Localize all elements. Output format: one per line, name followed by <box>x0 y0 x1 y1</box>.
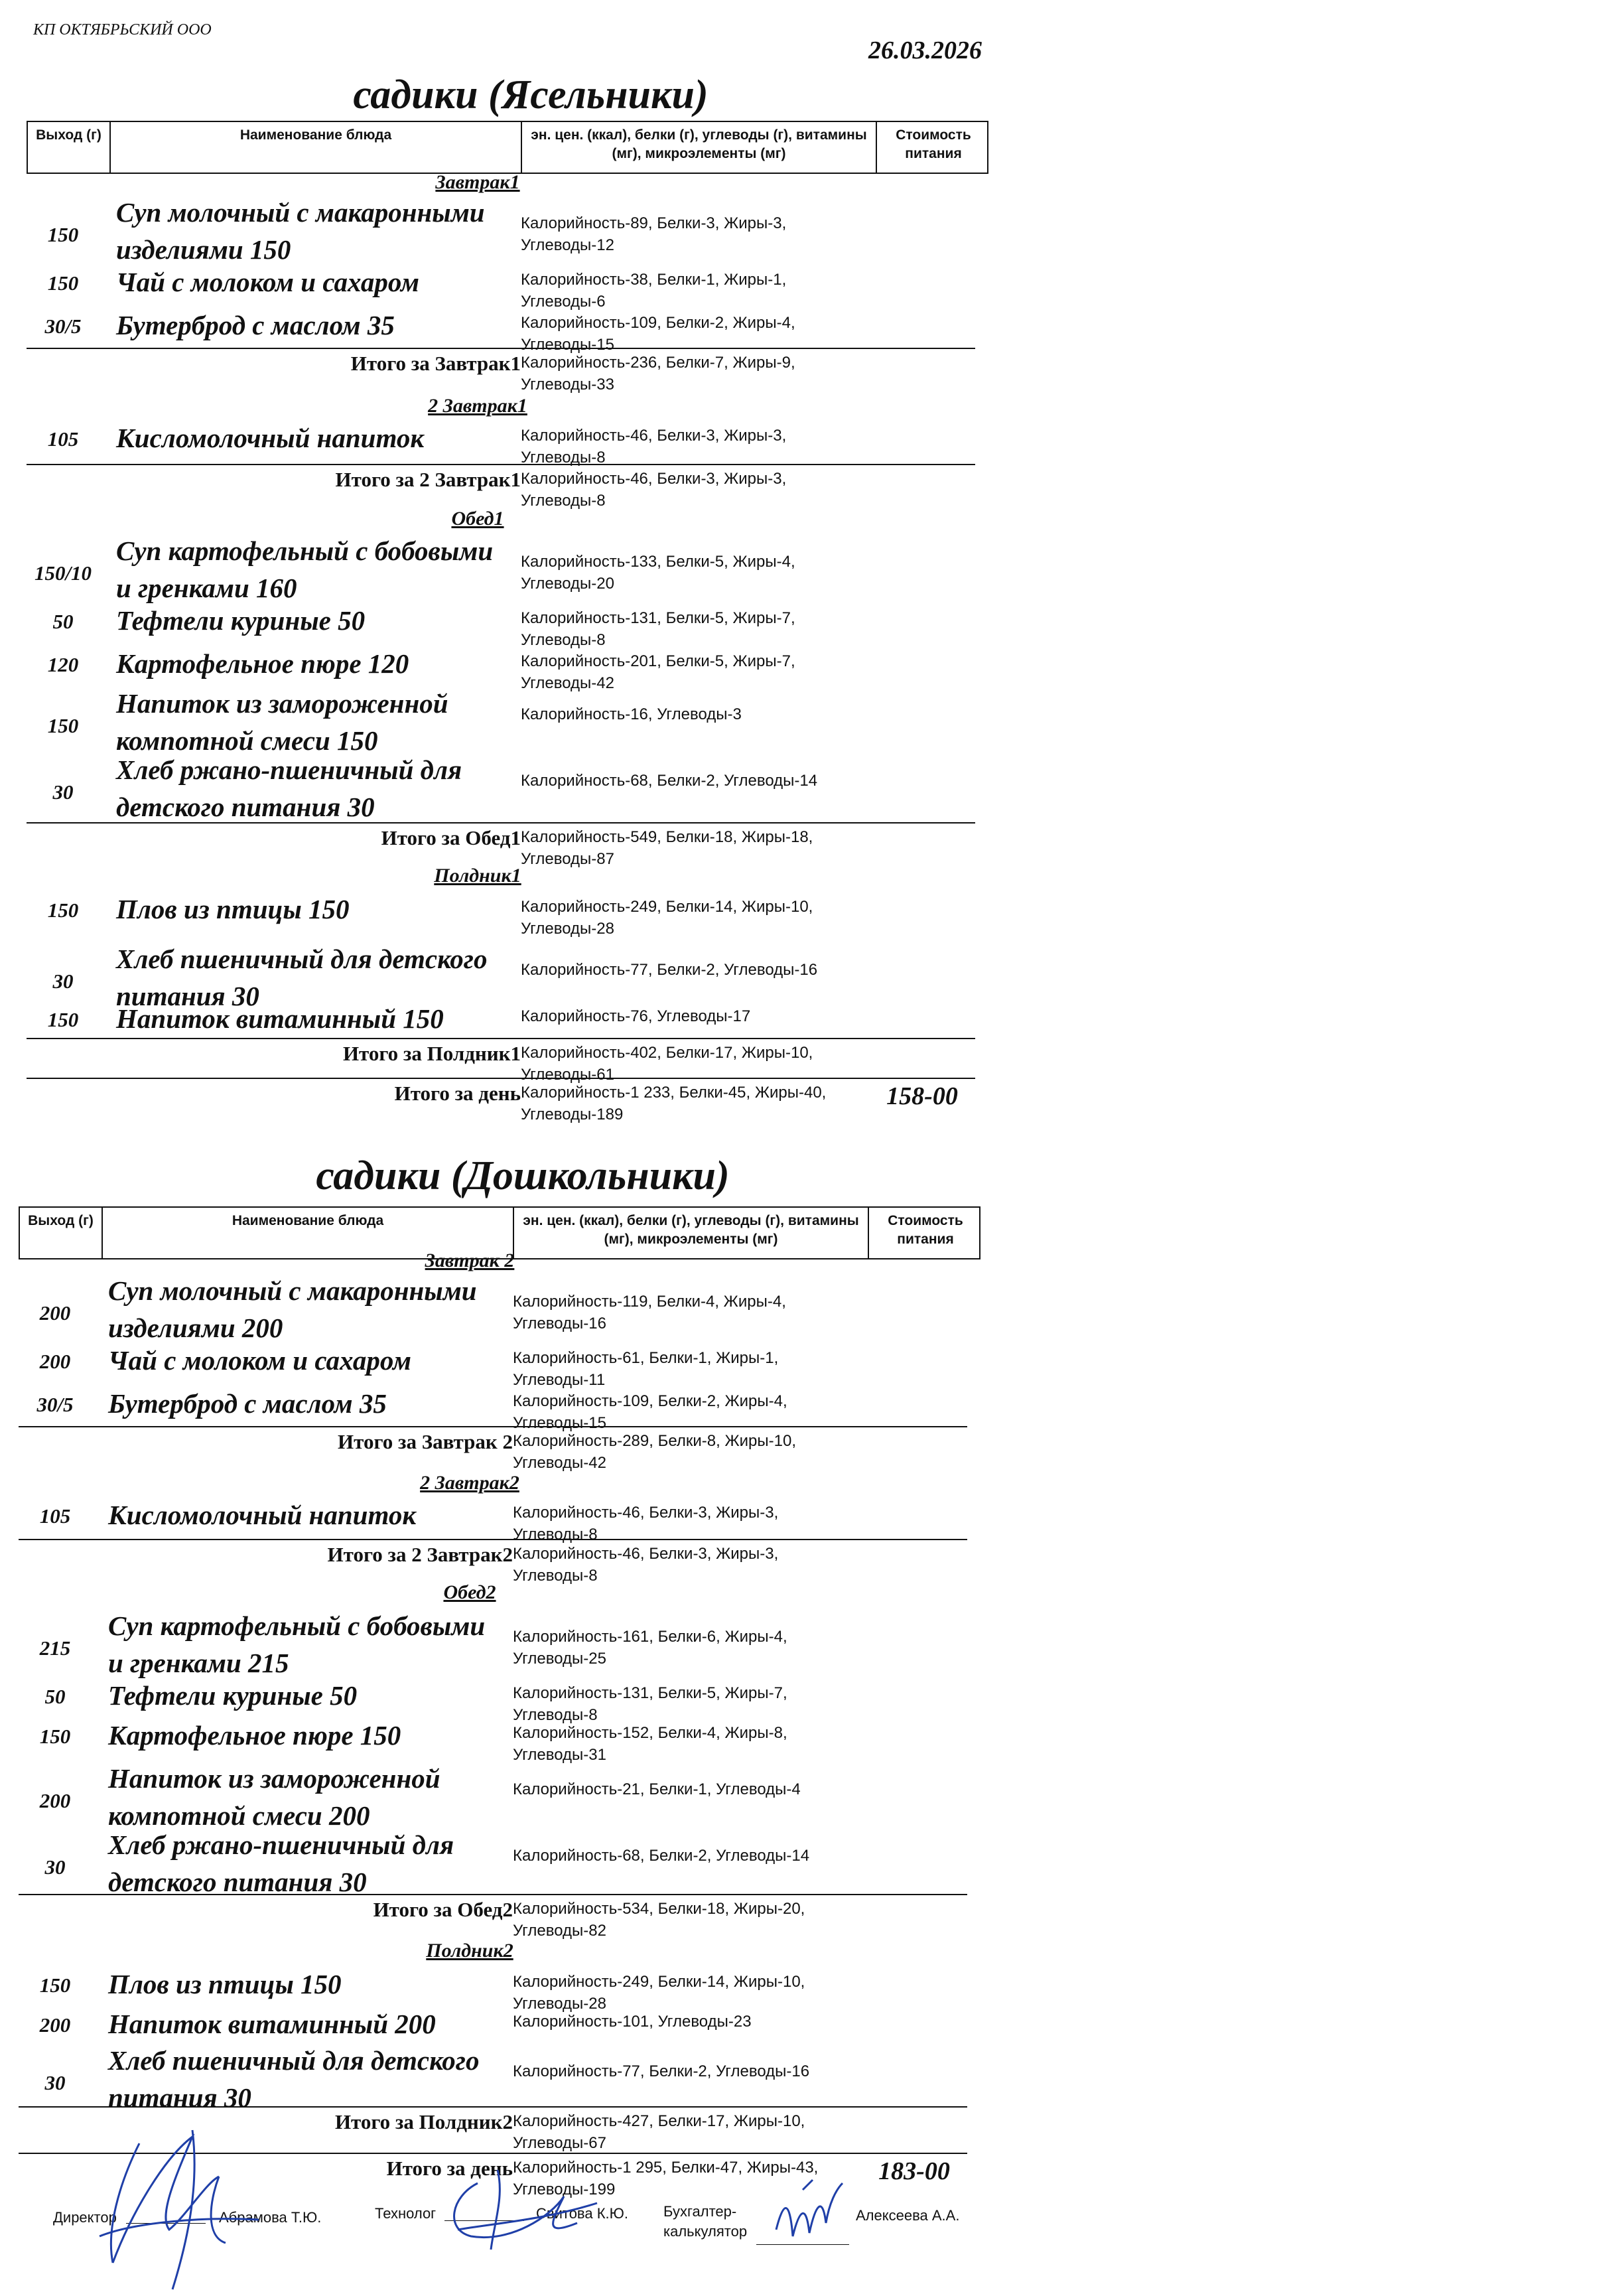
dish-qty: 200 <box>39 1301 71 1325</box>
group-total-nutrition: Калорийность-427, Белки-17, Жиры-10, Углеводы-67 <box>513 2112 805 2152</box>
dish-name: Бутерброд с маслом 35 <box>116 310 395 340</box>
dish-name: Напиток из замороженной компотной смеси 200 <box>108 1763 440 1831</box>
dish-nutrition: Калорийность-131, Белки-5, Жиры-7, Углеводы-8 <box>521 609 795 649</box>
director-label: Директор <box>53 2209 117 2226</box>
dish-qty: 30 <box>52 780 74 804</box>
dish-qty: 150 <box>47 271 79 295</box>
dish-name: Напиток витаминный 150 <box>116 1003 444 1034</box>
header-qty: Выход (г) <box>20 1208 103 1258</box>
dish-qty: 200 <box>39 1350 71 1373</box>
section-title: садики (Ясельники) <box>353 72 709 117</box>
dish-nutrition: Калорийность-119, Белки-4, Жиры-4, Углеводы-16 <box>513 1293 786 1332</box>
group-total-nutrition: Калорийность-549, Белки-18, Жиры-18, Углеводы-87 <box>521 828 813 868</box>
meal-group-title: Завтрак1 <box>435 171 520 193</box>
dish-qty: 30 <box>52 969 74 993</box>
dish-qty: 50 <box>44 1685 66 1708</box>
dish-qty: 50 <box>52 610 74 633</box>
day-cost: 158-00 <box>886 1082 958 1110</box>
dish-name: Картофельное пюре 150 <box>108 1720 401 1751</box>
dish-qty: 200 <box>39 2013 71 2037</box>
dish-nutrition: Калорийность-21, Белки-1, Углеводы-4 <box>513 1780 801 1798</box>
group-separator <box>19 1426 967 1427</box>
dish-qty: 120 <box>47 653 79 676</box>
meal-group-title: Обед2 <box>443 1581 496 1603</box>
dish-nutrition: Калорийность-61, Белки-1, Жиры-1, Углеводы-11 <box>513 1349 779 1389</box>
header-dish-name: Наименование блюда <box>103 1208 514 1258</box>
dish-nutrition: Калорийность-16, Углеводы-3 <box>521 705 742 723</box>
dish-name: Суп картофельный с бобовыми и гренками 160 <box>116 536 494 603</box>
dish-qty: 215 <box>39 1636 71 1660</box>
group-total-nutrition: Калорийность-46, Белки-3, Жиры-3, Углеводы-8 <box>521 470 787 510</box>
director-name: Абрамова Т.Ю. <box>219 2209 322 2226</box>
accountant-name: Алексеева А.А. <box>856 2207 960 2224</box>
section-title: садики (Дошкольники) <box>316 1153 730 1198</box>
dish-nutrition: Калорийность-46, Белки-3, Жиры-3, Углеводы-8 <box>513 1504 779 1543</box>
dish-nutrition: Калорийность-68, Белки-2, Углеводы-14 <box>513 1847 810 1865</box>
group-separator <box>27 464 975 465</box>
group-total-nutrition: Калорийность-236, Белки-7, Жиры-9, Углеводы-33 <box>521 354 795 394</box>
dish-nutrition: Калорийность-249, Белки-14, Жиры-10, Углеводы-28 <box>521 898 813 938</box>
group-total-nutrition: Калорийность-402, Белки-17, Жиры-10, Углеводы-61 <box>521 1044 813 1084</box>
header-cost: Стоимость питания <box>888 1213 963 1247</box>
menu-date: 26.03.2026 <box>868 36 982 64</box>
header-nutrition: эн. цен. (ккал), белки (г), углеводы (г), витамины (мг), микроэлементы (мг) <box>522 122 877 173</box>
dish-qty: 105 <box>47 427 79 451</box>
meal-group-title: Завтрак 2 <box>425 1250 515 1271</box>
dish-nutrition: Калорийность-131, Белки-5, Жиры-7, Углеводы-8 <box>513 1684 787 1724</box>
dish-qty: 30/5 <box>36 1393 74 1416</box>
accountant-label: Бухгалтер-калькулятор <box>663 2203 748 2240</box>
dish-qty: 150 <box>39 1973 71 1997</box>
group-separator <box>27 822 975 824</box>
dish-name: Суп молочный с макаронными изделиями 150 <box>116 197 485 265</box>
dish-name: Кисломолочный напиток <box>108 1500 417 1530</box>
dish-nutrition: Калорийность-109, Белки-2, Жиры-4, Углеводы-15 <box>513 1392 787 1432</box>
dish-name: Плов из птицы 150 <box>116 894 350 924</box>
dish-name: Напиток из замороженной компотной смеси 150 <box>116 688 448 756</box>
dish-nutrition: Калорийность-201, Белки-5, Жиры-7, Углеводы-42 <box>521 652 795 692</box>
technologist-name: Свитова К.Ю. <box>536 2205 628 2222</box>
dish-qty: 150 <box>47 223 79 246</box>
dish-qty: 150 <box>47 1008 79 1031</box>
dish-name: Хлеб пшеничный для детского питания 30 <box>108 2045 480 2113</box>
dish-qty: 150/10 <box>34 561 92 585</box>
meal-group-title: Полдник2 <box>426 1940 513 1962</box>
dish-nutrition: Калорийность-249, Белки-14, Жиры-10, Углеводы-28 <box>513 1973 805 2013</box>
technologist-signature <box>431 2157 604 2256</box>
dish-name: Тефтели куриные 50 <box>116 605 366 636</box>
group-separator <box>19 1539 967 1540</box>
director-signature <box>93 2104 265 2296</box>
dish-name: Хлеб ржано-пшеничный для детского питания 30 <box>108 1830 454 1897</box>
day-total-label: Итого за день <box>386 2157 513 2180</box>
group-total-label: Итого за Полдник2 <box>334 2110 513 2133</box>
dish-qty: 200 <box>39 1789 71 1812</box>
dish-name: Бутерброд с маслом 35 <box>108 1388 387 1419</box>
group-total-label: Итого за Обед1 <box>381 826 521 849</box>
dish-name: Картофельное пюре 120 <box>116 648 409 679</box>
day-total-label: Итого за день <box>394 1082 521 1105</box>
meal-group-title: 2 Завтрак2 <box>420 1472 519 1494</box>
group-total-nutrition: Калорийность-289, Белки-8, Жиры-10, Углеводы-42 <box>513 1432 796 1472</box>
day-total-nutrition: Калорийность-1 295, Белки-47, Жиры-43, Углеводы-199 <box>513 2159 819 2198</box>
day-separator <box>27 1078 975 1079</box>
group-separator <box>27 1038 975 1039</box>
dish-nutrition: Калорийность-77, Белки-2, Углеводы-16 <box>513 2062 810 2080</box>
meal-group-title: Полдник1 <box>434 865 521 887</box>
accountant-signature <box>763 2177 856 2250</box>
dish-nutrition: Калорийность-68, Белки-2, Углеводы-14 <box>521 772 818 790</box>
group-separator <box>27 348 975 349</box>
dish-name: Суп молочный с макаронными изделиями 200 <box>108 1275 477 1343</box>
dish-name: Хлеб пшеничный для детского питания 30 <box>116 944 488 1011</box>
meal-group-title: Обед1 <box>451 508 504 530</box>
dish-qty: 105 <box>39 1504 71 1528</box>
header-dish-name: Наименование блюда <box>111 122 522 173</box>
day-cost: 183-00 <box>878 2157 950 2185</box>
dish-nutrition: Калорийность-152, Белки-4, Жиры-8, Углеводы-31 <box>513 1724 787 1764</box>
group-total-nutrition: Калорийность-534, Белки-18, Жиры-20, Углеводы-82 <box>513 1900 805 1940</box>
group-total-label: Итого за 2 Завтрак1 <box>335 468 521 491</box>
technologist-label: Технолог <box>375 2205 437 2222</box>
dish-nutrition: Калорийность-77, Белки-2, Углеводы-16 <box>521 961 818 979</box>
group-total-label: Итого за Полдник1 <box>342 1042 521 1065</box>
dish-nutrition: Калорийность-89, Белки-3, Жиры-3, Углеводы-12 <box>521 214 787 254</box>
header-nutrition: эн. цен. (ккал), белки (г), углеводы (г), витамины (мг), микроэлементы (мг) <box>514 1208 869 1258</box>
group-separator <box>19 1894 967 1895</box>
group-total-label: Итого за Завтрак1 <box>350 352 521 375</box>
dish-qty: 30 <box>44 2071 66 2094</box>
dish-qty: 30/5 <box>44 315 82 338</box>
dish-nutrition: Калорийность-76, Углеводы-17 <box>521 1007 751 1025</box>
dish-nutrition: Калорийность-161, Белки-6, Жиры-4, Углеводы-25 <box>513 1628 787 1668</box>
dish-name: Плов из птицы 150 <box>108 1969 342 1999</box>
header-qty: Выход (г) <box>28 122 111 173</box>
dish-nutrition: Калорийность-46, Белки-3, Жиры-3, Углеводы-8 <box>521 427 787 466</box>
dish-name: Кисломолочный напиток <box>116 423 425 453</box>
dish-name: Чай с молоком и сахаром <box>116 267 419 297</box>
dish-nutrition: Калорийность-38, Белки-1, Жиры-1, Углеводы-6 <box>521 271 787 311</box>
header-cost: Стоимость питания <box>896 127 971 161</box>
group-total-label: Итого за 2 Завтрак2 <box>327 1543 513 1566</box>
dish-name: Хлеб ржано-пшеничный для детского питания 30 <box>116 754 462 822</box>
dish-nutrition: Калорийность-101, Углеводы-23 <box>513 2013 752 2031</box>
dish-qty: 150 <box>47 898 79 922</box>
dish-qty: 150 <box>39 1725 71 1748</box>
day-total-nutrition: Калорийность-1 233, Белки-45, Жиры-40, Углеводы-189 <box>521 1084 827 1123</box>
dish-nutrition: Калорийность-133, Белки-5, Жиры-4, Углеводы-20 <box>521 553 795 593</box>
dish-name: Напиток витаминный 200 <box>108 2009 436 2039</box>
group-total-label: Итого за Обед2 <box>373 1898 513 1921</box>
dish-name: Тефтели куриные 50 <box>108 1680 358 1711</box>
group-total-nutrition: Калорийность-46, Белки-3, Жиры-3, Углеводы-8 <box>513 1545 779 1585</box>
company-name: КП ОКТЯБРЬСКИЙ ООО <box>33 21 212 38</box>
meal-group-title: 2 Завтрак1 <box>428 395 527 417</box>
dish-qty: 150 <box>47 714 79 737</box>
group-total-label: Итого за Завтрак 2 <box>338 1430 513 1453</box>
table-header <box>27 121 988 174</box>
dish-nutrition: Калорийность-109, Белки-2, Жиры-4, Углеводы-15 <box>521 314 795 354</box>
dish-qty: 30 <box>44 1855 66 1879</box>
dish-name: Чай с молоком и сахаром <box>108 1345 411 1376</box>
dish-name: Суп картофельный с бобовыми и гренками 215 <box>108 1611 486 1678</box>
